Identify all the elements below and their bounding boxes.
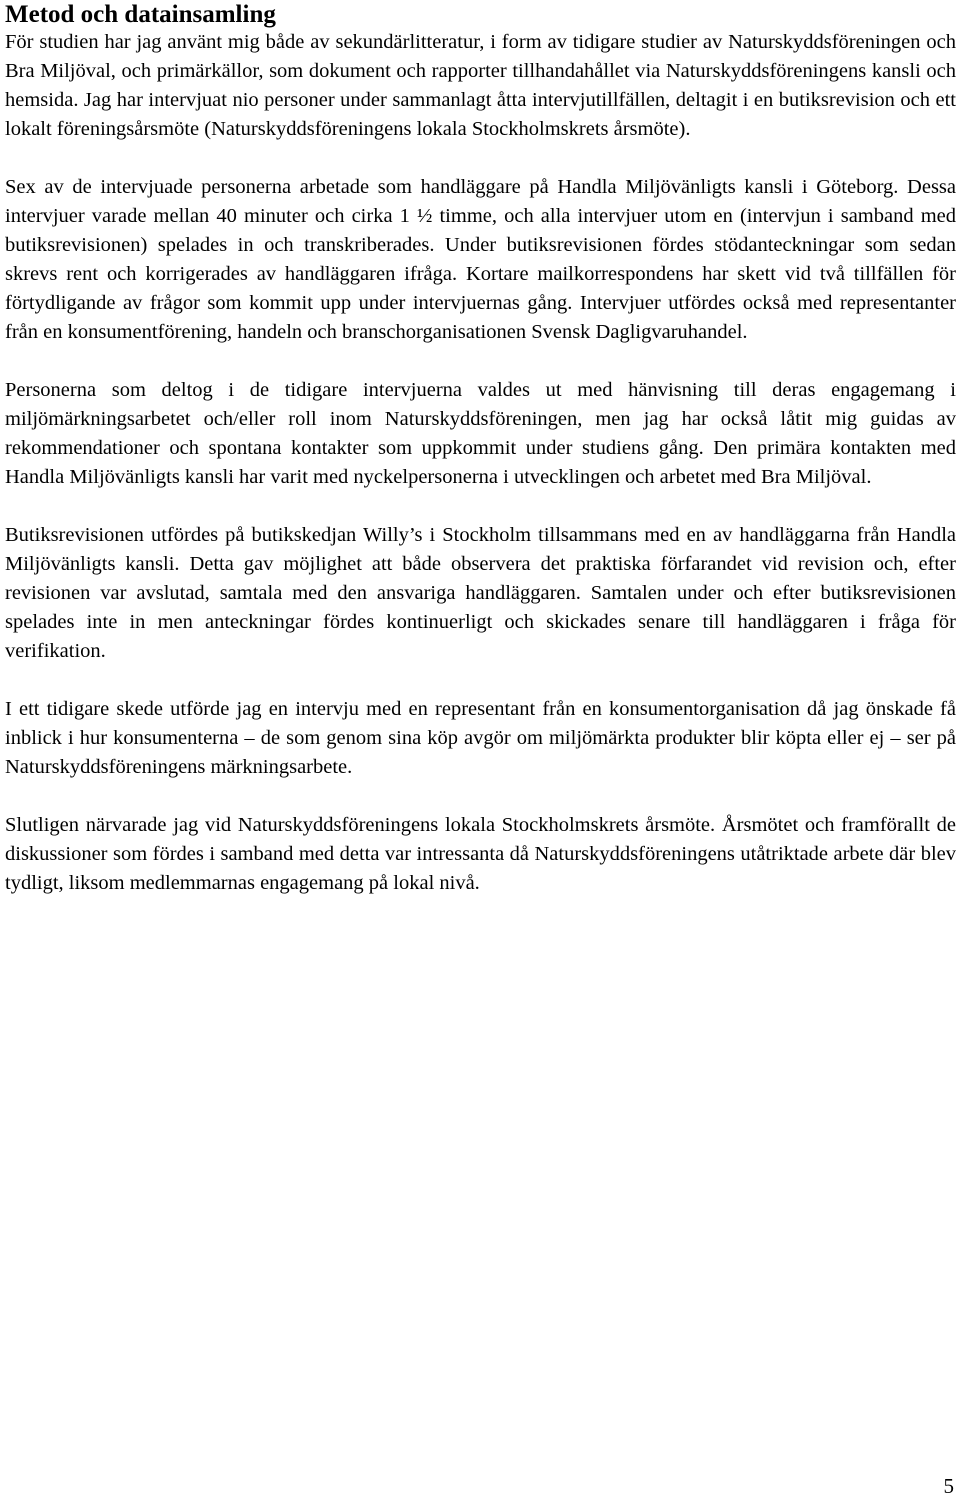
paragraph-sources: För studien har jag använt mig både av sekundärlitteratur, i form av tidigare studier av Naturskyddsföreningen och Bra Miljöval, och primärkällor, som dokument och rapporter tillhandahållet via Naturskyddsföreningens kansli och hemsida. Jag har intervjuat nio personer under sammanlagt åtta intervjutillfällen, deltagit i en butiksrevision och ett lokalt föreningsårsmöte (Naturskyddsföreningens lokala Stockholmskrets årsmöte). [5, 31, 956, 140]
page-number: 5 [943, 1474, 954, 1498]
paragraph-annual-meeting: Slutligen närvarade jag vid Naturskyddsföreningens lokala Stockholmskrets årsmöte. Årsmötet och framförallt de diskussioner som fördes i samband med detta var intressanta då Naturskyddsföreningens utåtriktade arbete där blev tydligt, liksom medlemmarnas engagemang på lokal nivå. [5, 814, 956, 894]
document-page [5, 0, 956, 927]
section-heading: Metod och datainsamling [5, 1, 276, 28]
paragraph-consumer-interview: I ett tidigare skede utförde jag en intervju med en representant från en konsumentorganisation då jag önskade få inblick i hur konsumenterna – de som genom sina köp avgör om miljömärkta produkter blir köpta eller ej – ser på Naturskyddsföreningens märkningsarbete. [5, 698, 956, 778]
paragraph-store-audit: Butiksrevisionen utfördes på butikskedjan Willy’s i Stockholm tillsammans med en av handläggarna från Handla Miljövänligts kansli. Detta gav möjlighet att både observera det praktiska förfarandet vid revision och, efter revisionen var avslutad, samtala med den ansvariga handläggaren. Samtalen under och efter butiksrevisionen spelades inte in men anteckningar fördes kontinuerligt och skickades senare till handläggaren i fråga för verifikation. [5, 524, 956, 662]
paragraph-interviews: Sex av de intervjuade personerna arbetade som handläggare på Handla Miljövänligts kansli i Göteborg. Dessa intervjuer varade mellan 40 minuter och cirka 1 ½ timme, och alla intervjuer utom en (intervjun i samband med butiksrevisionen) spelades in och transkriberades. Under butiksrevisionen fördes stödanteckningar som sedan skrevs rent och korrigerades av handläggaren ifråga. Kortare mailkorrespondens har skett vid två tillfällen för förtydligande av frågor som kommit upp under intervjuernas gång. Intervjuer utfördes också med representanter från en konsumentförening, handeln och branschorganisationen Svensk Dagligvaruhandel. [5, 176, 956, 343]
paragraph-selection: Personerna som deltog i de tidigare intervjuerna valdes ut med hänvisning till deras engagemang i miljömärkningsarbetet och/eller roll inom Naturskyddsföreningen, men jag har också låtit mig guidas av rekommendationer och spontana kontakter som uppkommit under studiens gång. Den primära kontakten med Handla Miljövänligts kansli har varit med nyckelpersonerna i utvecklingen och arbetet med Bra Miljöval. [5, 379, 956, 488]
